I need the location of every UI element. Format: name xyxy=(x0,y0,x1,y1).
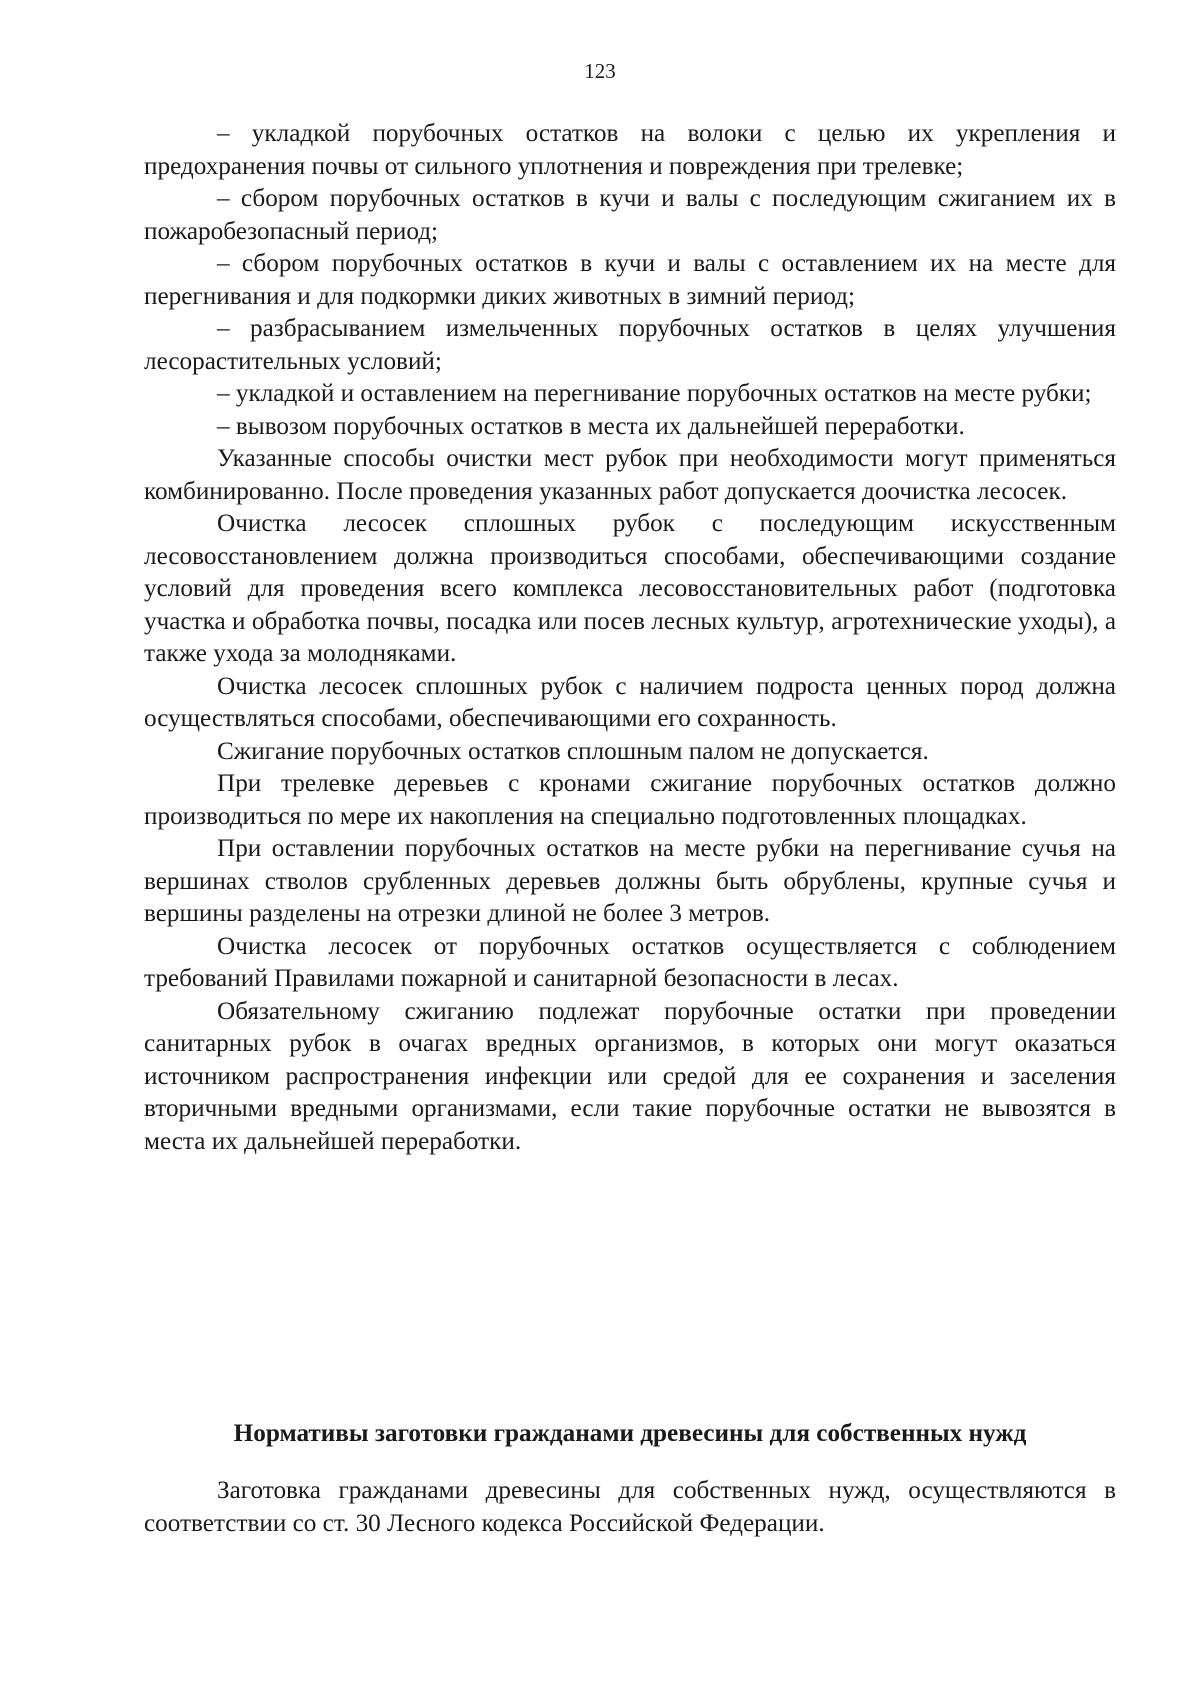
paragraph: При трелевке деревьев с кронами сжигание порубочных остатков должно производиться по мере их накопления на специально подготовленных площадках. xyxy=(144,770,1116,830)
body-text xyxy=(144,118,1116,1158)
paragraph: Сжигание порубочных остатков сплошным палом не допускается. xyxy=(217,737,929,765)
section-body xyxy=(144,1475,1116,1540)
section-paragraph: Заготовка гражданами древесины для собственных нужд, осуществляются в соответствии со ст. 30 Лесного кодекса Российской Федерации. xyxy=(144,1477,1116,1537)
section-heading: Нормативы заготовки гражданами древесины для собственных нужд xyxy=(233,1420,1027,1447)
paragraph: Очистка лесосек от порубочных остатков осуществляется с соблюдением требований Правилами пожарной и санитарной безопасности в лесах. xyxy=(144,932,1116,992)
paragraph: Очистка лесосек сплошных рубок с наличием подроста ценных пород должна осуществляться способами, обеспечивающими его сохранность. xyxy=(144,672,1116,732)
paragraph: При оставлении порубочных остатков на месте рубки на перегнивание сучья на вершинах стволов срубленных деревьев должны быть обрублены, крупные сучья и вершины разделены на отрезки длиной не более 3 метров. xyxy=(144,835,1116,927)
paragraph-list-item: – сбором порубочных остатков в кучи и валы с последующим сжиганием их в пожаробезопасный период; xyxy=(144,185,1116,245)
paragraph-list-item: – сбором порубочных остатков в кучи и валы с оставлением их на месте для перегнивания и для подкормки диких животных в зимний период; xyxy=(144,250,1116,310)
paragraph: Обязательному сжиганию подлежат порубочные остатки при проведении санитарных рубок в очагах вредных организмов, в которых они могут оказаться источником распространения инфекции или средой для ее сохранения и заселения вторичными вредными организмами, если такие порубочные остатки не вывозятся в места их дальнейшей переработки. xyxy=(144,997,1116,1155)
paragraph-list-item: – укладкой порубочных остатков на волоки с целью их укрепления и предохранения почвы от сильного уплотнения и повреждения при трелевке; xyxy=(144,120,1116,180)
page-number: 123 xyxy=(584,59,616,83)
paragraph-list-item: – разбрасыванием измельченных порубочных остатков в целях улучшения лесорастительных условий; xyxy=(144,315,1116,375)
paragraph: Указанные способы очистки мест рубок при необходимости могут применяться комбинированно. После проведения указанных работ допускается доочистка лесосек. xyxy=(144,445,1116,505)
paragraph-list-item: – вывозом порубочных остатков в места их дальнейшей переработки. xyxy=(217,412,965,440)
paragraph: Очистка лесосек сплошных рубок с последующим искусственным лесовосстановлением должна производиться способами, обеспечивающими создание условий для проведения всего комплекса лесовосстановительных работ (подготовка участка и обработка почвы, посадка или посев лесных культур, агротехнические уходы), а также ухода за молодняками. xyxy=(144,510,1116,667)
paragraph-list-item: – укладкой и оставлением на перегнивание порубочных остатков на месте рубки; xyxy=(217,380,1092,407)
